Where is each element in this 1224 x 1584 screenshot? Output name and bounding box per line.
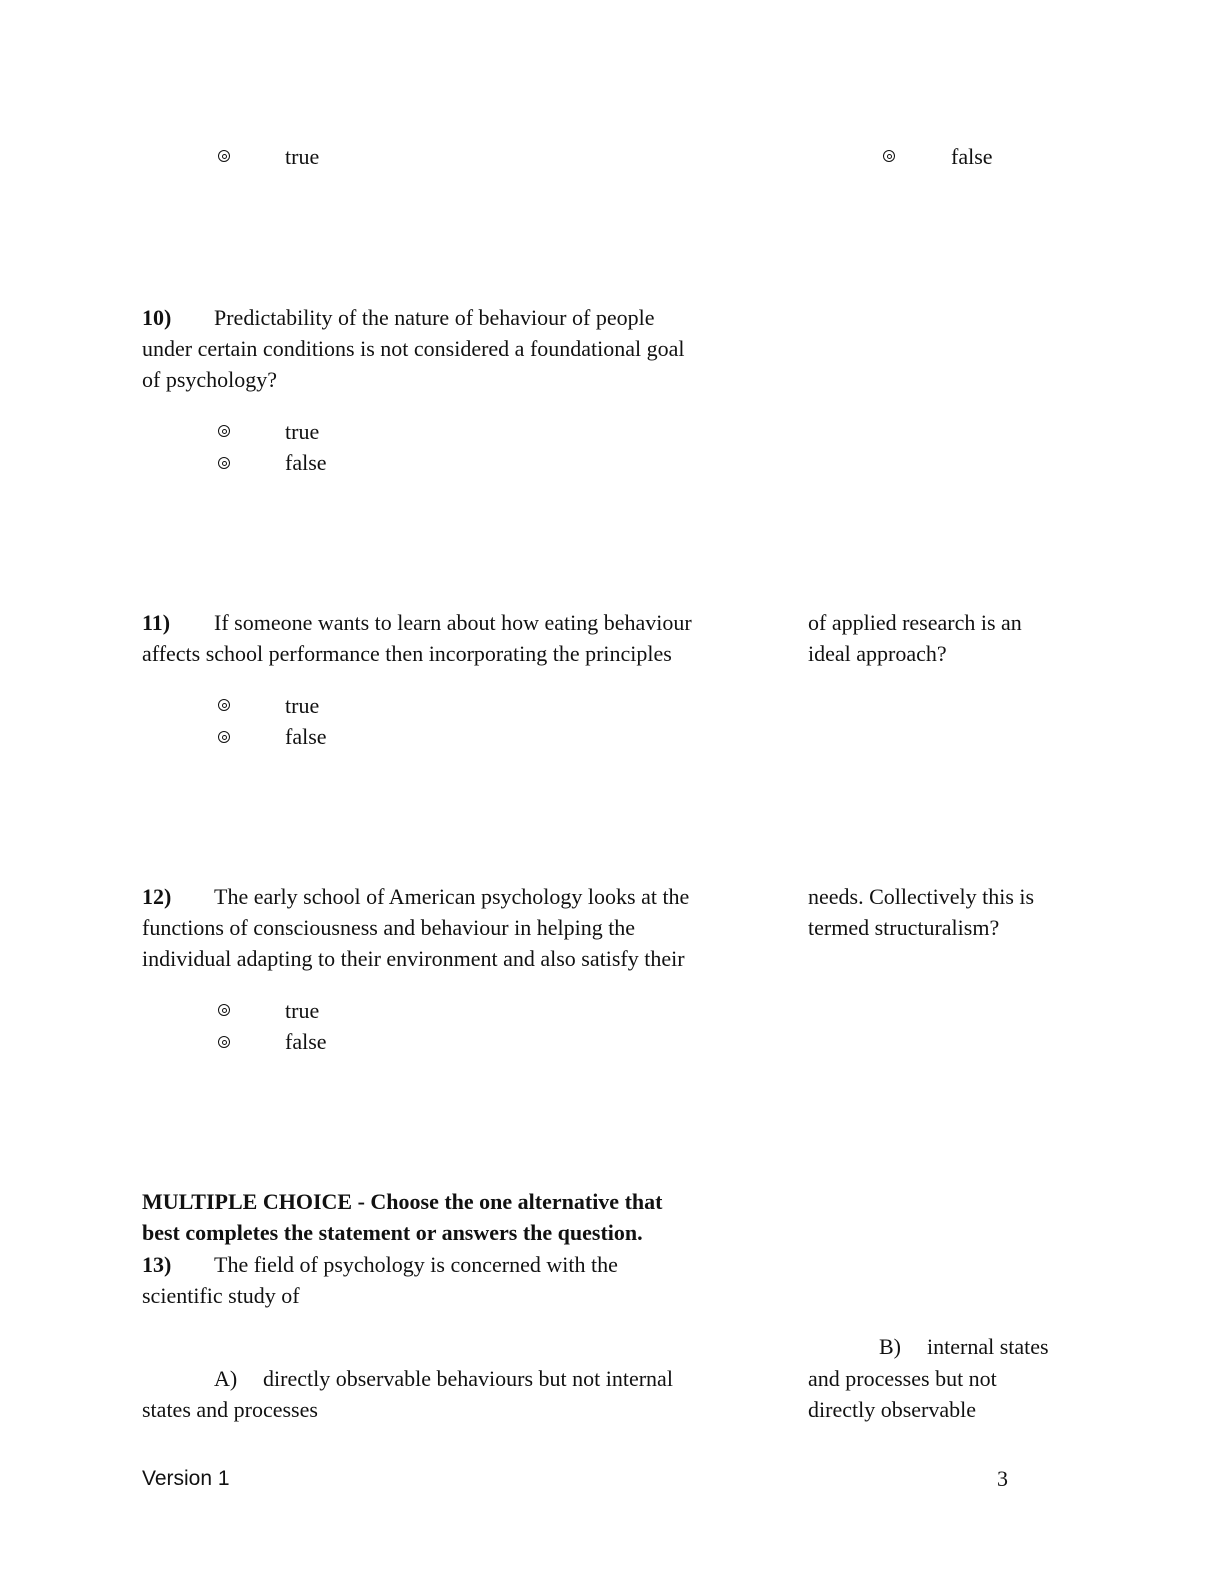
question-number: 13) (142, 1252, 172, 1277)
radio-icon[interactable] (218, 457, 230, 469)
question-text: If someone wants to learn about how eating behaviour (214, 610, 692, 635)
question-text: functions of consciousness and behaviour in helping the (142, 915, 636, 940)
option-label: true (285, 144, 320, 169)
radio-icon[interactable] (218, 1004, 230, 1016)
question-text: The field of psychology is concerned with the (214, 1252, 618, 1277)
radio-icon[interactable] (883, 150, 895, 162)
option-label: false (951, 144, 993, 169)
radio-icon[interactable] (218, 699, 230, 711)
question-text: Predictability of the nature of behaviour of people (214, 305, 655, 330)
version-label: Version 1 (142, 1467, 230, 1490)
question-number: 11) (142, 610, 171, 635)
question-text: The early school of American psychology looks at the (214, 884, 690, 909)
choice-text: directly observable behaviours but not internal (263, 1366, 673, 1391)
choice-text: internal states (927, 1334, 1049, 1359)
radio-icon[interactable] (218, 1036, 230, 1048)
choice-text: states and processes (142, 1397, 318, 1422)
option-true: true (285, 419, 320, 444)
radio-icon[interactable] (218, 150, 230, 162)
question-text-continued: ideal approach? (808, 641, 947, 666)
choice-letter: B) (879, 1334, 901, 1359)
question-text-continued: termed structuralism? (808, 915, 1000, 940)
question-number: 12) (142, 884, 172, 909)
option-false: false (285, 1029, 327, 1054)
section-header-line: best completes the statement or answers the question. (142, 1220, 643, 1245)
question-text: affects school performance then incorporating the principles (142, 641, 672, 666)
question-text: scientific study of (142, 1283, 300, 1308)
section-header-line: MULTIPLE CHOICE - Choose the one alternative that (142, 1189, 663, 1214)
choice-letter: A) (214, 1366, 238, 1391)
option-true: true (285, 998, 320, 1023)
question-text-continued: needs. Collectively this is (808, 884, 1035, 909)
option-false: false (285, 724, 327, 749)
question-text: individual adapting to their environment and also satisfy their (142, 946, 685, 971)
radio-icon[interactable] (218, 425, 230, 437)
page-number: 3 (997, 1466, 1008, 1491)
choice-text: directly observable (808, 1397, 976, 1422)
question-number: 10) (142, 305, 172, 330)
option-true: true (285, 693, 320, 718)
option-false: false (285, 450, 327, 475)
question-text: under certain conditions is not considered a foundational goal (142, 336, 685, 361)
choice-text: and processes but not (808, 1366, 997, 1391)
question-text: of psychology? (142, 367, 278, 392)
radio-icon[interactable] (218, 731, 230, 743)
question-text-continued: of applied research is an (808, 610, 1022, 635)
